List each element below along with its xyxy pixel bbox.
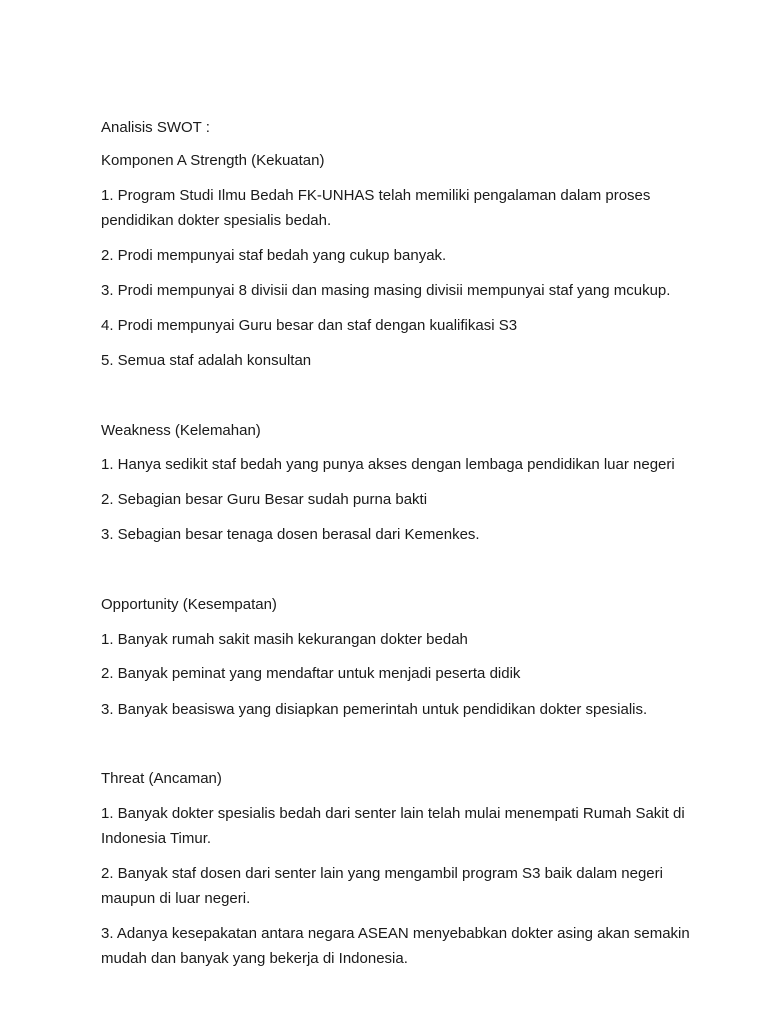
strength-item-5: 5. Semua staf adalah konsultan: [101, 352, 312, 369]
strength-item-1: 1. Program Studi Ilmu Bedah FK-UNHAS telah memiliki pengalaman dalam proses pendidikan dokter spesialis bedah.: [101, 187, 651, 229]
threat-item-3: 3. Adanya kesepakatan antara negara ASEAN menyebabkan dokter asing akan semakin mudah dan banyak yang bekerja di Indonesia.: [101, 925, 690, 967]
weakness-item-2: 2. Sebagian besar Guru Besar sudah purna bakti: [101, 491, 428, 508]
weakness-heading: Weakness (Kelemahan): [101, 422, 261, 439]
weakness-item-3: 3. Sebagian besar tenaga dosen berasal dari Kemenkes.: [101, 526, 480, 543]
threat-item-2: 2. Banyak staf dosen dari senter lain yang mengambil program S3 baik dalam negeri maupun di luar negeri.: [101, 865, 663, 907]
weakness-item-1: 1. Hanya sedikit staf bedah yang punya akses dengan lembaga pendidikan luar negeri: [101, 456, 675, 473]
strength-heading: Komponen A Strength (Kekuatan): [101, 152, 325, 169]
opportunity-item-1: 1. Banyak rumah sakit masih kekurangan dokter bedah: [101, 631, 468, 648]
threat-heading: Threat (Ancaman): [101, 770, 222, 787]
opportunity-heading: Opportunity (Kesempatan): [101, 596, 277, 613]
threat-item-1: 1. Banyak dokter spesialis bedah dari senter lain telah mulai menempati Rumah Sakit di Indonesia Timur.: [101, 805, 685, 847]
strength-item-2: 2. Prodi mempunyai staf bedah yang cukup banyak.: [101, 247, 447, 264]
opportunity-item-2: 2. Banyak peminat yang mendaftar untuk menjadi peserta didik: [101, 665, 521, 682]
strength-item-3: 3. Prodi mempunyai 8 divisii dan masing masing divisii mempunyai staf yang mcukup.: [101, 282, 671, 299]
document-title: Analisis SWOT :: [101, 119, 210, 136]
opportunity-item-3: 3. Banyak beasiswa yang disiapkan pemerintah untuk pendidikan dokter spesialis.: [101, 701, 648, 718]
strength-item-4: 4. Prodi mempunyai Guru besar dan staf dengan kualifikasi S3: [101, 317, 518, 334]
